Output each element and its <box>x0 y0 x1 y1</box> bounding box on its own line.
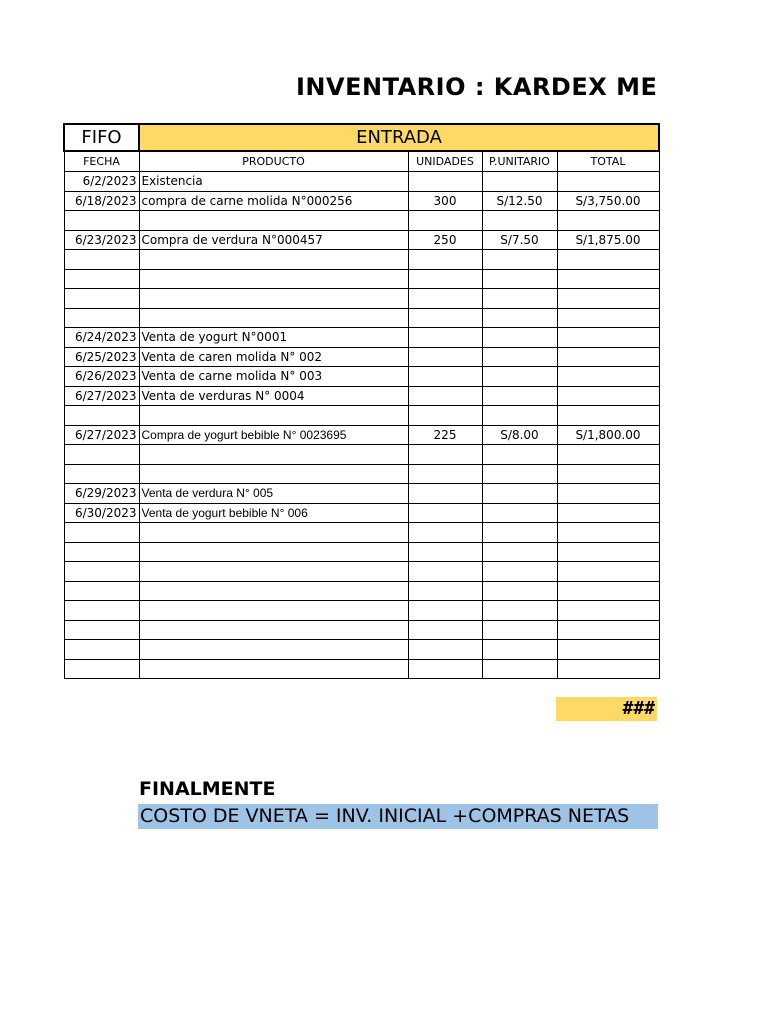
fecha-cell[interactable] <box>64 269 139 289</box>
table-row <box>64 425 659 445</box>
fecha-cell[interactable]: 6/18/2023 <box>64 191 139 211</box>
total-cell[interactable] <box>557 542 659 562</box>
punitario-cell[interactable] <box>482 562 557 582</box>
unidades-cell[interactable] <box>408 367 482 387</box>
producto-cell[interactable]: Venta de verdura N° 005 <box>139 484 408 504</box>
table-row <box>64 445 659 465</box>
total-cell[interactable] <box>557 620 659 640</box>
total-cell[interactable] <box>557 211 659 231</box>
unidades-cell[interactable] <box>408 250 482 270</box>
table-row <box>64 386 659 406</box>
table-row <box>64 308 659 328</box>
fecha-cell[interactable] <box>64 406 139 426</box>
total-cell[interactable] <box>557 289 659 309</box>
unidades-cell[interactable] <box>408 289 482 309</box>
producto-cell[interactable] <box>139 620 408 640</box>
total-cell[interactable] <box>557 581 659 601</box>
unidades-cell[interactable] <box>408 640 482 660</box>
producto-cell[interactable]: Venta de verduras N° 0004 <box>139 386 408 406</box>
total-cell[interactable] <box>557 445 659 465</box>
total-cell[interactable] <box>557 172 659 192</box>
producto-cell[interactable] <box>139 659 408 679</box>
fecha-cell[interactable] <box>64 562 139 582</box>
fecha-cell[interactable] <box>64 581 139 601</box>
table-row <box>64 328 659 348</box>
total-cell[interactable] <box>557 503 659 523</box>
table-row <box>64 191 659 211</box>
punitario-cell[interactable] <box>482 406 557 426</box>
unidades-cell[interactable] <box>408 172 482 192</box>
table-row <box>64 406 659 426</box>
fecha-cell[interactable]: 6/23/2023 <box>64 230 139 250</box>
table-row <box>64 250 659 270</box>
table-row <box>64 562 659 582</box>
fecha-cell[interactable] <box>64 250 139 270</box>
total-cell[interactable] <box>557 308 659 328</box>
unidades-cell[interactable] <box>408 406 482 426</box>
total-overflow-cell[interactable]: ### <box>556 697 657 721</box>
unidades-cell[interactable] <box>408 659 482 679</box>
final-label: FINALMENTE <box>139 778 276 800</box>
producto-cell[interactable] <box>139 562 408 582</box>
producto-cell[interactable] <box>139 211 408 231</box>
punitario-cell[interactable] <box>482 328 557 348</box>
total-cell[interactable] <box>557 386 659 406</box>
fecha-cell[interactable] <box>64 640 139 660</box>
column-header-fecha[interactable]: FECHA <box>64 151 139 172</box>
header-row-columns <box>64 151 659 172</box>
table-row <box>64 542 659 562</box>
producto-cell[interactable]: Venta de yogurt bebible N° 006 <box>139 503 408 523</box>
table-row <box>64 581 659 601</box>
producto-cell[interactable]: Compra de verdura N°000457 <box>139 230 408 250</box>
table-row <box>64 640 659 660</box>
column-header-punitario[interactable]: P.UNITARIO <box>482 151 557 172</box>
total-cell[interactable] <box>557 601 659 621</box>
table-row <box>64 230 659 250</box>
punitario-cell[interactable] <box>482 386 557 406</box>
total-cell[interactable] <box>557 484 659 504</box>
table-row <box>64 347 659 367</box>
fecha-cell[interactable] <box>64 445 139 465</box>
total-cell[interactable]: S/1,800.00 <box>557 425 659 445</box>
fecha-cell[interactable] <box>64 308 139 328</box>
punitario-cell[interactable]: S/8.00 <box>482 425 557 445</box>
punitario-cell[interactable] <box>482 523 557 543</box>
kardex-table <box>63 123 660 679</box>
fecha-cell[interactable]: 6/25/2023 <box>64 347 139 367</box>
punitario-cell[interactable] <box>482 289 557 309</box>
table-row <box>64 289 659 309</box>
fecha-cell[interactable] <box>64 211 139 231</box>
unidades-cell[interactable] <box>408 269 482 289</box>
fecha-cell[interactable]: 6/27/2023 <box>64 386 139 406</box>
producto-cell[interactable] <box>139 464 408 484</box>
unidades-cell[interactable] <box>408 542 482 562</box>
punitario-cell[interactable] <box>482 484 557 504</box>
producto-cell[interactable]: Venta de carne molida N° 003 <box>139 367 408 387</box>
punitario-cell[interactable] <box>482 503 557 523</box>
unidades-cell[interactable] <box>408 386 482 406</box>
producto-cell[interactable] <box>139 523 408 543</box>
producto-cell[interactable] <box>139 406 408 426</box>
total-cell[interactable] <box>557 269 659 289</box>
producto-cell[interactable]: Compra de yogurt bebible N° 0023695 <box>139 425 408 445</box>
fecha-cell[interactable] <box>64 464 139 484</box>
table-row <box>64 484 659 504</box>
column-header-unidades[interactable]: UNIDADES <box>408 151 482 172</box>
unidades-cell[interactable] <box>408 581 482 601</box>
producto-cell[interactable]: Existencia <box>139 172 408 192</box>
total-cell[interactable] <box>557 328 659 348</box>
producto-cell[interactable] <box>139 445 408 465</box>
column-header-total[interactable]: TOTAL <box>557 151 659 172</box>
fecha-cell[interactable] <box>64 601 139 621</box>
total-cell[interactable] <box>557 562 659 582</box>
unidades-cell[interactable] <box>408 464 482 484</box>
fecha-cell[interactable]: 6/2/2023 <box>64 172 139 192</box>
producto-cell[interactable] <box>139 269 408 289</box>
producto-cell[interactable] <box>139 542 408 562</box>
unidades-cell[interactable]: 250 <box>408 230 482 250</box>
producto-cell[interactable]: Venta de yogurt N°0001 <box>139 328 408 348</box>
fecha-cell[interactable] <box>64 289 139 309</box>
punitario-cell[interactable] <box>482 172 557 192</box>
table-body <box>64 172 659 679</box>
unidades-cell[interactable] <box>408 620 482 640</box>
punitario-cell[interactable] <box>482 269 557 289</box>
punitario-cell[interactable] <box>482 620 557 640</box>
total-cell[interactable] <box>557 250 659 270</box>
table-row <box>64 464 659 484</box>
punitario-cell[interactable] <box>482 250 557 270</box>
fecha-cell[interactable] <box>64 659 139 679</box>
table-row <box>64 601 659 621</box>
final-formula[interactable]: COSTO DE VNETA = INV. INICIAL +COMPRAS NETAS <box>138 804 658 829</box>
unidades-cell[interactable] <box>408 347 482 367</box>
unidades-cell[interactable] <box>408 601 482 621</box>
producto-cell[interactable]: compra de carne molida N°000256 <box>139 191 408 211</box>
punitario-cell[interactable] <box>482 308 557 328</box>
total-cell[interactable] <box>557 464 659 484</box>
producto-cell[interactable] <box>139 250 408 270</box>
total-cell[interactable] <box>557 406 659 426</box>
table-row <box>64 620 659 640</box>
punitario-cell[interactable] <box>482 542 557 562</box>
unidades-cell[interactable]: 300 <box>408 191 482 211</box>
fecha-cell[interactable] <box>64 542 139 562</box>
fecha-cell[interactable] <box>64 523 139 543</box>
punitario-cell[interactable] <box>482 601 557 621</box>
producto-cell[interactable] <box>139 308 408 328</box>
sheet-title: INVENTARIO : KARDEX ME <box>296 73 658 101</box>
table-row <box>64 367 659 387</box>
total-cell[interactable] <box>557 367 659 387</box>
producto-cell[interactable] <box>139 640 408 660</box>
producto-cell[interactable] <box>139 601 408 621</box>
column-header-producto[interactable]: PRODUCTO <box>139 151 408 172</box>
fecha-cell[interactable]: 6/30/2023 <box>64 503 139 523</box>
unidades-cell[interactable] <box>408 523 482 543</box>
producto-cell[interactable] <box>139 289 408 309</box>
punitario-cell[interactable] <box>482 659 557 679</box>
unidades-cell[interactable] <box>408 445 482 465</box>
total-cell[interactable] <box>557 347 659 367</box>
header-row-main <box>64 124 659 151</box>
fecha-cell[interactable]: 6/27/2023 <box>64 425 139 445</box>
unidades-cell[interactable] <box>408 484 482 504</box>
total-cell[interactable] <box>557 523 659 543</box>
punitario-cell[interactable] <box>482 581 557 601</box>
table-row <box>64 523 659 543</box>
fecha-cell[interactable] <box>64 620 139 640</box>
producto-cell[interactable]: Venta de caren molida N° 002 <box>139 347 408 367</box>
punitario-cell[interactable] <box>482 464 557 484</box>
punitario-cell[interactable] <box>482 347 557 367</box>
table-row <box>64 659 659 679</box>
total-cell[interactable]: S/1,875.00 <box>557 230 659 250</box>
punitario-cell[interactable] <box>482 445 557 465</box>
fecha-cell[interactable]: 6/24/2023 <box>64 328 139 348</box>
unidades-cell[interactable] <box>408 328 482 348</box>
table-row <box>64 211 659 231</box>
total-cell[interactable] <box>557 659 659 679</box>
fecha-cell[interactable]: 6/26/2023 <box>64 367 139 387</box>
punitario-cell[interactable] <box>482 640 557 660</box>
total-cell[interactable]: S/3,750.00 <box>557 191 659 211</box>
unidades-cell[interactable] <box>408 562 482 582</box>
punitario-cell[interactable] <box>482 367 557 387</box>
unidades-cell[interactable] <box>408 211 482 231</box>
unidades-cell[interactable] <box>408 503 482 523</box>
punitario-cell[interactable]: S/7.50 <box>482 230 557 250</box>
producto-cell[interactable] <box>139 581 408 601</box>
punitario-cell[interactable]: S/12.50 <box>482 191 557 211</box>
unidades-cell[interactable]: 225 <box>408 425 482 445</box>
entrada-header-cell[interactable]: ENTRADA <box>139 124 659 151</box>
fecha-cell[interactable]: 6/29/2023 <box>64 484 139 504</box>
punitario-cell[interactable] <box>482 211 557 231</box>
table-row <box>64 269 659 289</box>
total-cell[interactable] <box>557 640 659 660</box>
method-cell[interactable]: FIFO <box>64 124 139 151</box>
table-row <box>64 503 659 523</box>
table-row <box>64 172 659 192</box>
unidades-cell[interactable] <box>408 308 482 328</box>
